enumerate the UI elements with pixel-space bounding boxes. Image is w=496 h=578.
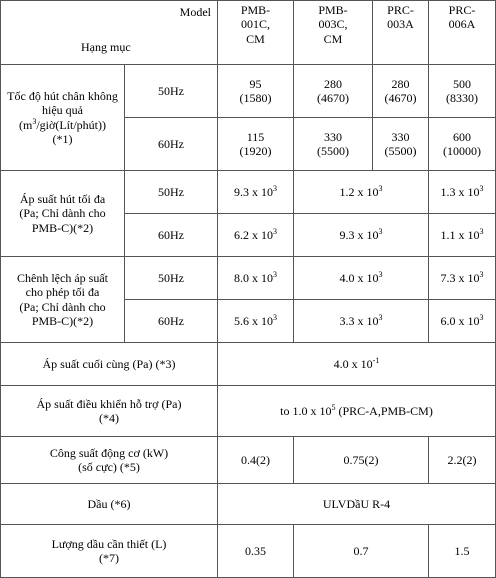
speed-50-v2: 280 (4670) xyxy=(294,65,373,118)
oil-amount-v1: 0.35 xyxy=(218,525,294,578)
model-prc-006a: PRC- 006A xyxy=(429,1,496,65)
speed-unit-post: /giờ(Lít/phút)) xyxy=(36,117,106,132)
motor-power-label: Công suất động cơ (kW) (số cực) (*5) xyxy=(1,437,218,484)
oil-label: Dầu (*6) xyxy=(1,484,218,525)
speed-row-50 xyxy=(1,65,496,118)
speed-50-v4: 500 (8330) xyxy=(429,65,496,118)
motor-power-v2: 0.75(2) xyxy=(294,437,429,484)
diff-freq-60: 60Hz xyxy=(125,300,218,343)
aux-pressure-label: Áp suất điều khiển hỗ trợ (Pa) (*4) xyxy=(1,386,218,437)
final-pressure-value: 4.0 x $10^{-1}$ xyxy=(218,343,496,386)
speed-60-v2: 330 (5500) xyxy=(294,118,373,171)
diff-label: Chênh lệch áp suất cho phép tối đa (Pa; Chỉ dành cho PMB-C)(*2) xyxy=(1,257,125,343)
suction-freq-50: 50Hz xyxy=(125,171,218,214)
diff-50-v2: 4.0 x $10^3$ xyxy=(294,257,429,300)
motor-power-row xyxy=(1,437,496,484)
diff-60-v2: 3.3 x $10^3$ xyxy=(294,300,429,343)
speed-label xyxy=(1,65,125,171)
model-pmb-003c: PMB- 003C, CM xyxy=(294,1,373,65)
speed-60-v1: 115 (1920) xyxy=(218,118,294,171)
diff-50-v3: 7.3 x $10^3$ xyxy=(429,257,496,300)
oil-value: ULVDầU R-4 xyxy=(218,484,496,525)
oil-amount-v3: 1.5 xyxy=(429,525,496,578)
model-prc-003a: PRC- 003A xyxy=(373,1,429,65)
model-pmb-001c: PMB- 001C, CM xyxy=(218,1,294,65)
oil-amount-label: Lượng dầu cần thiết (L) (*7) xyxy=(1,525,218,578)
item-label: Hạng mục xyxy=(81,39,131,54)
suction-60-v1: 6.2 x $10^3$ xyxy=(218,214,294,257)
final-pressure-row xyxy=(1,343,496,386)
speed-60-v4: 600 (10000) xyxy=(429,118,496,171)
suction-label: Áp suất hút tối đa (Pa; Chỉ dành cho PMB-C)(*2) xyxy=(1,171,125,257)
speed-label-text: Tốc độ hút chân không hiệu quả xyxy=(7,88,118,118)
speed-50-v3: 280 (4670) xyxy=(373,65,429,118)
speed-label-note: (*1) xyxy=(52,131,73,146)
header-corner-cell xyxy=(1,1,218,65)
suction-freq-60: 60Hz xyxy=(125,214,218,257)
diff-freq-50: 50Hz xyxy=(125,257,218,300)
model-label: Model xyxy=(179,5,211,19)
suction-50-v3: 1.3 x $10^3$ xyxy=(429,171,496,214)
diff-row-50 xyxy=(1,257,496,300)
diff-60-v1: 5.6 x $10^3$ xyxy=(218,300,294,343)
suction-60-v2: 9.3 x $10^3$ xyxy=(294,214,429,257)
suction-50-v1: 9.3 x $10^3$ xyxy=(218,171,294,214)
final-pressure-label: Áp suất cuối cùng (Pa) (*3) xyxy=(1,343,218,386)
diff-60-v3: 6.0 x $10^3$ xyxy=(429,300,496,343)
header-row xyxy=(1,1,496,65)
speed-60-v3: 330 (5500) xyxy=(373,118,429,171)
speed-50-v1: 95 (1580) xyxy=(218,65,294,118)
oil-row xyxy=(1,484,496,525)
oil-amount-row xyxy=(1,525,496,578)
speed-unit-pre: (m xyxy=(18,117,33,132)
aux-pressure-value: to 1.0 x $10^5$ (PRC-A,PMB-CM) xyxy=(218,386,496,437)
speed-unit-sup: 3 xyxy=(32,116,37,126)
suction-60-v3: 1.1 x $10^3$ xyxy=(429,214,496,257)
speed-label-unit xyxy=(19,118,106,132)
suction-row-50 xyxy=(1,171,496,214)
motor-power-v1: 0.4(2) xyxy=(218,437,294,484)
motor-power-v3: 2.2(2) xyxy=(429,437,496,484)
oil-amount-v2: 0.7 xyxy=(294,525,429,578)
speed-freq-50: 50Hz xyxy=(125,65,218,118)
suction-50-v2: 1.2 x $10^3$ xyxy=(294,171,429,214)
speed-freq-60: 60Hz xyxy=(125,118,218,171)
diff-50-v1: 8.0 x $10^3$ xyxy=(218,257,294,300)
aux-pressure-row xyxy=(1,386,496,437)
